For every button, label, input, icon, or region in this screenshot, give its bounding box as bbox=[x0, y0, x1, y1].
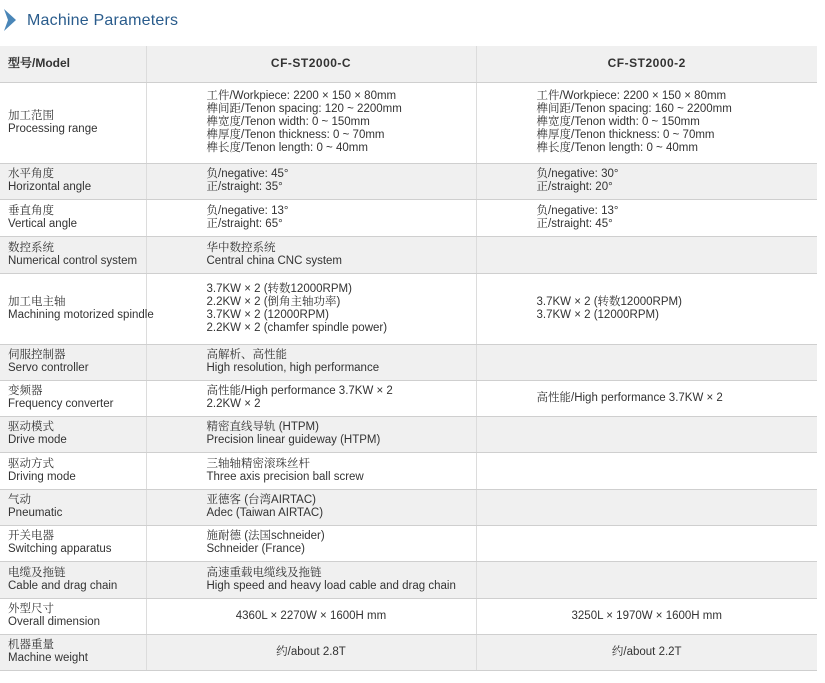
header-model-label: 型号/Model bbox=[0, 46, 146, 82]
value-line: 负/negative: 45° bbox=[206, 168, 289, 180]
value-line: 2.2KW × 2 (倒角主轴功率) bbox=[206, 295, 341, 308]
value-line: Central china CNC system bbox=[206, 254, 342, 267]
row-label-en: Numerical control system bbox=[8, 254, 138, 267]
value-line: 2.2KW × 2 bbox=[206, 398, 261, 410]
row-value-2 bbox=[476, 236, 817, 273]
value-line: 4360L × 2270W × 1600H mm bbox=[235, 609, 387, 622]
table-row bbox=[0, 452, 817, 489]
row-label bbox=[0, 199, 146, 236]
row-label bbox=[0, 236, 146, 273]
table-row bbox=[0, 380, 817, 416]
value-line: 3.7KW × 2 (12000RPM) bbox=[536, 308, 659, 321]
table-row bbox=[0, 273, 817, 344]
value-line: 约/about 2.8T bbox=[276, 645, 346, 658]
row-value-1 bbox=[146, 561, 476, 598]
row-label-en: Processing range bbox=[8, 122, 98, 135]
row-label-en: Frequency converter bbox=[8, 398, 114, 410]
value-line: 榫间距/Tenon spacing: 160 ~ 2200mm bbox=[536, 103, 732, 115]
value-line: 约/about 2.2T bbox=[611, 645, 682, 658]
row-value-2 bbox=[476, 163, 817, 199]
value-line: 正/straight: 65° bbox=[206, 217, 283, 230]
row-label-en: Pneumatic bbox=[8, 507, 63, 519]
row-value-2 bbox=[476, 344, 817, 380]
table-row bbox=[0, 561, 817, 598]
row-value-2 bbox=[476, 273, 817, 344]
value-line: 榫间距/Tenon spacing: 120 ~ 2200mm bbox=[206, 103, 402, 115]
value-line: 榫长度/Tenon length: 0 ~ 40mm bbox=[536, 142, 698, 154]
value-line: 3.7KW × 2 (转数12000RPM) bbox=[536, 295, 682, 308]
table-row bbox=[0, 344, 817, 380]
table-row bbox=[0, 163, 817, 199]
chevron-right-icon bbox=[4, 9, 16, 31]
table-row bbox=[0, 199, 817, 236]
row-label-en: Machine weight bbox=[8, 652, 88, 664]
row-value-1 bbox=[146, 634, 476, 670]
row-label bbox=[0, 82, 146, 163]
value-line: Precision linear guideway (HTPM) bbox=[206, 434, 381, 446]
row-label-en: Cable and drag chain bbox=[8, 579, 118, 592]
value-line: 高解析、高性能 bbox=[206, 349, 287, 361]
value-line: 负/negative: 30° bbox=[536, 168, 619, 180]
row-value-1 bbox=[146, 199, 476, 236]
value-line: 榫宽度/Tenon width: 0 ~ 150mm bbox=[536, 116, 700, 128]
row-label bbox=[0, 273, 154, 344]
row-value-1 bbox=[146, 163, 476, 199]
row-label-cn: 外型尺寸 bbox=[8, 603, 54, 615]
value-line: High speed and heavy load cable and drag chain bbox=[206, 579, 456, 592]
row-label-cn: 气动 bbox=[8, 494, 31, 506]
row-label bbox=[0, 163, 146, 199]
row-label bbox=[0, 452, 146, 489]
row-value-1 bbox=[146, 489, 476, 525]
row-label bbox=[0, 561, 146, 598]
table-row bbox=[0, 634, 817, 670]
row-value-2 bbox=[476, 489, 817, 525]
row-label bbox=[0, 598, 146, 634]
value-line: 榫长度/Tenon length: 0 ~ 40mm bbox=[206, 142, 368, 154]
value-line: 工件/Workpiece: 2200 × 150 × 80mm bbox=[536, 90, 727, 102]
row-label-cn: 加工电主轴 bbox=[8, 295, 66, 308]
value-line: 2.2KW × 2 (chamfer spindle power) bbox=[206, 321, 388, 334]
value-line: 榫厚度/Tenon thickness: 0 ~ 70mm bbox=[536, 129, 715, 141]
row-value-1 bbox=[146, 525, 476, 561]
value-line: 3.7KW × 2 (转数12000RPM) bbox=[206, 282, 352, 295]
row-value-1 bbox=[146, 82, 476, 163]
row-value-2 bbox=[476, 416, 817, 452]
value-line: High resolution, high performance bbox=[206, 362, 380, 374]
value-line: 工件/Workpiece: 2200 × 150 × 80mm bbox=[206, 90, 397, 102]
row-label-en: Overall dimension bbox=[8, 616, 101, 628]
row-label-en: Horizontal angle bbox=[8, 181, 92, 193]
row-value-1 bbox=[146, 416, 476, 452]
row-label-cn: 机器重量 bbox=[8, 639, 54, 651]
table-row bbox=[0, 82, 817, 163]
value-line: 华中数控系统 bbox=[206, 241, 276, 254]
row-label-cn: 驱动方式 bbox=[8, 457, 54, 470]
value-line: 负/negative: 13° bbox=[206, 204, 289, 217]
row-label-en: Driving mode bbox=[8, 470, 76, 483]
value-line: 高性能/High performance 3.7KW × 2 bbox=[536, 391, 723, 404]
value-line: 三轴轴精密滚珠丝杆 bbox=[206, 457, 310, 470]
row-label-en: Machining motorized spindle bbox=[8, 308, 154, 321]
row-label-cn: 伺服控制器 bbox=[8, 349, 66, 361]
value-line: Adec (Taiwan AIRTAC) bbox=[206, 507, 324, 519]
row-label bbox=[0, 634, 146, 670]
row-value-1 bbox=[146, 273, 476, 344]
row-label-cn: 开关电器 bbox=[8, 530, 54, 542]
page-header bbox=[0, 0, 825, 44]
row-value-2 bbox=[476, 380, 817, 416]
value-line: 亚德客 (台湾AIRTAC) bbox=[206, 494, 316, 506]
table-row bbox=[0, 489, 817, 525]
value-line: 3.7KW × 2 (12000RPM) bbox=[206, 308, 329, 321]
value-line: 施耐德 (法国schneider) bbox=[206, 530, 325, 542]
row-value-2 bbox=[476, 452, 817, 489]
header-col-1: CF-ST2000-C bbox=[146, 46, 476, 82]
value-line: 榫宽度/Tenon width: 0 ~ 150mm bbox=[206, 116, 370, 128]
row-label bbox=[0, 525, 146, 561]
value-line: Schneider (France) bbox=[206, 543, 305, 555]
row-value-1 bbox=[146, 380, 476, 416]
row-value-1 bbox=[146, 598, 476, 634]
header-col-2: CF-ST2000-2 bbox=[476, 46, 817, 82]
value-line: Three axis precision ball screw bbox=[206, 470, 364, 483]
row-label-cn: 驱动模式 bbox=[8, 421, 54, 433]
row-label-cn: 数控系统 bbox=[8, 241, 54, 254]
table-row bbox=[0, 236, 817, 273]
value-line: 3250L × 1970W × 1600H mm bbox=[571, 609, 722, 622]
table-row bbox=[0, 598, 817, 634]
row-label-en: Switching apparatus bbox=[8, 543, 112, 555]
row-value-2 bbox=[476, 525, 817, 561]
table-row bbox=[0, 525, 817, 561]
value-line: 正/straight: 20° bbox=[536, 181, 613, 193]
row-label bbox=[0, 380, 146, 416]
row-value-1 bbox=[146, 236, 476, 273]
row-value-2 bbox=[476, 199, 817, 236]
spec-table-body bbox=[0, 46, 817, 670]
row-value-1 bbox=[146, 452, 476, 489]
value-line: 高性能/High performance 3.7KW × 2 bbox=[206, 385, 393, 397]
row-label-cn: 加工范围 bbox=[8, 109, 54, 122]
spec-table bbox=[0, 46, 817, 671]
row-label-en: Vertical angle bbox=[8, 217, 78, 230]
row-value-1 bbox=[146, 344, 476, 380]
row-label-en: Servo controller bbox=[8, 362, 89, 374]
value-line: 高速重载电缆线及拖链 bbox=[206, 566, 322, 579]
row-label-cn: 电缆及拖链 bbox=[8, 566, 66, 579]
table-header-row bbox=[0, 46, 817, 82]
row-label bbox=[0, 344, 146, 380]
row-label bbox=[0, 416, 146, 452]
row-label-cn: 垂直角度 bbox=[8, 204, 54, 217]
row-value-2 bbox=[476, 598, 817, 634]
row-label-cn: 水平角度 bbox=[8, 168, 54, 180]
row-label-en: Drive mode bbox=[8, 434, 67, 446]
row-label-cn: 变频器 bbox=[8, 385, 43, 397]
row-value-2 bbox=[476, 634, 817, 670]
row-value-2 bbox=[476, 561, 817, 598]
page-title: Machine Parameters bbox=[27, 12, 179, 29]
row-label bbox=[0, 489, 146, 525]
value-line: 榫厚度/Tenon thickness: 0 ~ 70mm bbox=[206, 129, 385, 141]
value-line: 正/straight: 35° bbox=[206, 181, 283, 193]
value-line: 负/negative: 13° bbox=[536, 204, 619, 217]
table-row bbox=[0, 416, 817, 452]
value-line: 正/straight: 45° bbox=[536, 217, 613, 230]
row-value-2 bbox=[476, 82, 817, 163]
value-line: 精密直线导轨 (HTPM) bbox=[206, 421, 319, 433]
